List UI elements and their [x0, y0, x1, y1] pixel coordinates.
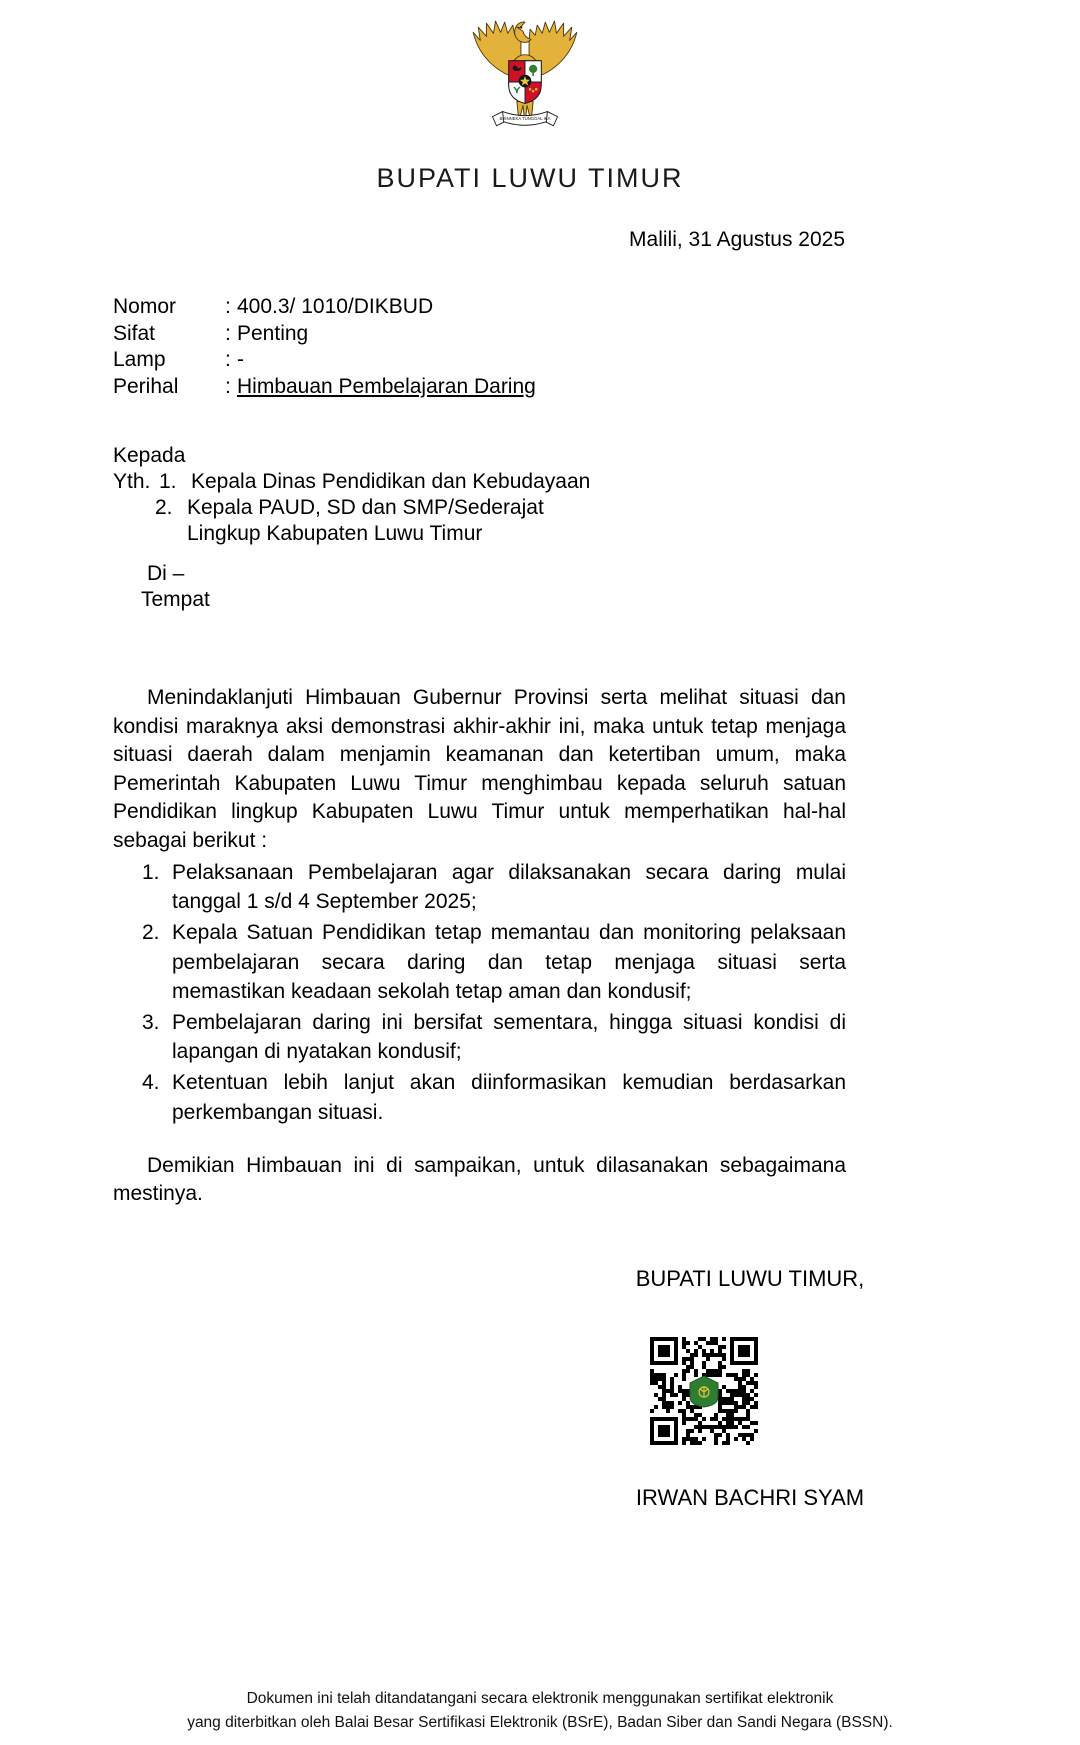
meta-value: 400.3/ 1010/DIKBUD [237, 295, 434, 318]
recipient-scope: Lingkup Kabupaten Luwu Timur [187, 522, 483, 545]
meta-label: Nomor [113, 295, 177, 318]
list-item-number: 3. [142, 1011, 160, 1035]
list-item-text: Pembelajaran daring ini bersifat sementara, hingga situasi kondisi di lapangan di nyatakan kondusif; [172, 1011, 846, 1064]
closing-paragraph: Demikian Himbauan ini di sampaikan, untuk dilasanakan sebagaimana mestinya. [113, 1154, 846, 1205]
recipient-line-2 [113, 495, 590, 521]
signature-title: BUPATI LUWU TIMUR, [635, 1266, 865, 1291]
meta-value: - [237, 348, 244, 371]
garuda-pancasila-emblem-icon [462, 14, 588, 140]
recipient-number: 1. [159, 470, 177, 493]
meta-row-nomor [113, 294, 536, 321]
meta-label: Sifat [113, 321, 156, 345]
digital-signature-qr-code [641, 1328, 767, 1454]
letter-meta-block [113, 294, 536, 400]
meta-value: Penting [237, 321, 309, 345]
opening-paragraph: Menindaklanjuti Himbauan Gubernur Provinsi serta melihat situasi dan kondisi maraknya aksi demonstrasi akhir-akhir ini, maka untuk tetap menjaga situasi daerah dalam menjamin keamanan dan ketertiban umum, maka Pemerintah Kabupaten Luwu Timur menghimbau kepada seluruh satuan Pendidikan lingkup Kabupaten Luwu Timur untuk memperhatikan hal-hal sebagai berikut : [113, 686, 846, 852]
letterhead-title: BUPATI LUWU TIMUR [376, 163, 684, 193]
yth-spacer [113, 495, 155, 521]
dateline: Malili, 31 Agustus 2025 [629, 228, 845, 251]
meta-separator: : [225, 348, 231, 371]
list-item-number: 2. [142, 921, 160, 945]
list-item-number: 4. [142, 1071, 160, 1095]
list-item [142, 1008, 846, 1066]
list-item-number: 1. [142, 861, 160, 884]
list-item-text: Pelaksanaan Pembelajaran agar dilaksanakan secara daring mulai tanggal 1 s/d 4 September 2025; [172, 861, 846, 914]
recipient-line-3 [113, 521, 590, 547]
recipient-name: Kepala PAUD, SD dan SMP/Sederajat [187, 496, 544, 519]
recipient-line-1 [113, 469, 590, 495]
list-item-text: Ketentuan lebih lanjut akan diinformasikan kemudian berdasarkan perkembangan situasi. [172, 1071, 846, 1124]
list-item-text: Kepala Satuan Pendidikan tetap memantau dan monitoring pelaksaan pembelajaran secara daring dan tetap menjaga situasi serta memastikan keadaan sekolah tetap aman dan kondusif; [172, 921, 846, 1003]
list-item [142, 918, 846, 1006]
electronic-signature-footer [0, 1687, 1080, 1735]
list-item [142, 1068, 846, 1126]
yth-spacer [155, 521, 187, 547]
points-list [142, 858, 846, 1129]
meta-row-perihal [113, 374, 536, 401]
meta-label: Perihal [113, 374, 179, 398]
tempat-label: Tempat [141, 588, 210, 611]
meta-row-lamp [113, 347, 536, 374]
meta-row-sifat [113, 321, 536, 348]
meta-value-perihal: Himbauan Pembelajaran Daring [237, 374, 536, 398]
signatory-name: IRWAN BACHRI SYAM [635, 1485, 865, 1510]
meta-separator: : [225, 321, 231, 345]
yth-label: Yth. [113, 470, 151, 493]
yth-spacer [113, 521, 155, 547]
recipient-name: Kepala Dinas Pendidikan dan Kebudayaan [191, 470, 591, 493]
meta-separator: : [225, 295, 231, 318]
kepada-label: Kepada [113, 444, 186, 467]
meta-separator: : [225, 374, 231, 398]
di-label: Di – [147, 562, 185, 585]
svg-text:BHINNEKA TUNGGAL IKA: BHINNEKA TUNGGAL IKA [499, 116, 551, 122]
recipient-block [113, 443, 590, 613]
recipient-number: 2. [155, 496, 173, 519]
meta-label: Lamp [113, 348, 166, 371]
footer-line-1: Dokumen ini telah ditandatangani secara elektronik menggunakan sertifikat elektronik [246, 1690, 834, 1707]
footer-line-2: yang diterbitkan oleh Balai Besar Sertifikasi Elektronik (BSrE), Badan Siber dan Sandi Negara (BSSN). [187, 1714, 893, 1731]
list-item [142, 858, 846, 916]
